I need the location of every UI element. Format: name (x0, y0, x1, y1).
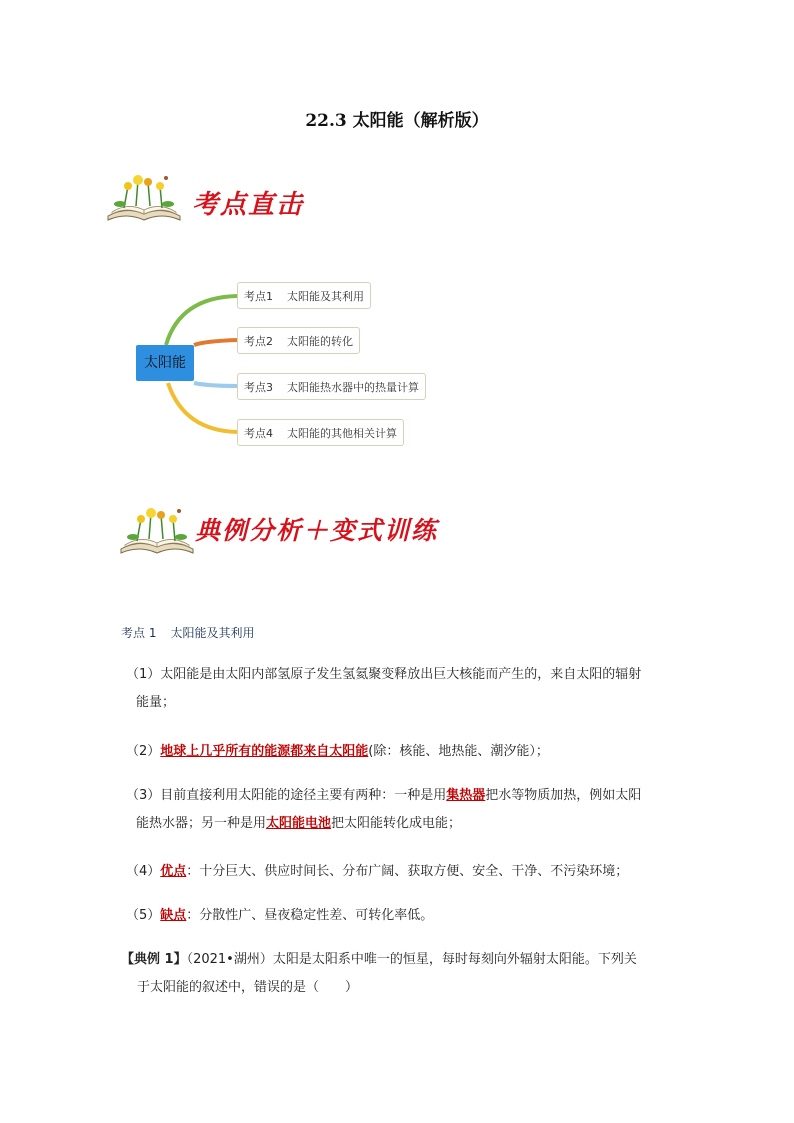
point-4-prefix: （4） (126, 864, 161, 879)
example-1 (121, 946, 691, 1002)
mindmap-node-3 (237, 373, 426, 400)
point-2-highlight: 地球上几乎所有的能源都来自太阳能 (160, 744, 369, 759)
mindmap-node-4 (237, 419, 404, 446)
mindmap-node-code: 考点3 (244, 381, 273, 394)
section-number: 考点 1 (121, 626, 157, 640)
open-book-flower-icon (117, 505, 197, 555)
example-text: 太阳是太阳系中唯一的恒星，每时每刻向外辐射太阳能。下列关 (272, 952, 637, 967)
point-3-highlight-2: 太阳能电池 (266, 816, 332, 831)
open-book-flower-icon (104, 172, 184, 222)
point-3-cont-suffix: 把太阳能转化成电能； (331, 816, 462, 831)
point-3-mid: 把水等物质加热，例如太阳 (485, 788, 642, 803)
mindmap-node-label: 太阳能的其他相关计算 (287, 427, 397, 440)
point-4-suffix: ：十分巨大、供应时间长、分布广阔、获取方便、安全、干净、不污染环境； (186, 864, 629, 879)
page-title: 22.3 太阳能（解析版） (305, 111, 489, 131)
point-5-prefix: （5） (126, 908, 161, 923)
point-2 (126, 738, 686, 766)
point-1-line-2: 能量； (136, 695, 176, 710)
point-5 (126, 902, 686, 930)
example-label: 【典例 1】 (121, 952, 187, 967)
mindmap-node-code: 考点1 (244, 290, 273, 303)
mindmap-node-label: 太阳能热水器中的热量计算 (287, 381, 419, 394)
banner-title-1: 考点直击 (192, 190, 305, 220)
point-1 (126, 661, 686, 717)
point-2-prefix: （2） (126, 744, 161, 759)
point-4-highlight: 优点 (160, 864, 187, 879)
point-1-line-1: （1）太阳能是由太阳内部氢原子发生氢氦聚变释放出巨大核能而产生的，来自太阳的辐射 (126, 667, 642, 682)
banner-title-2: 典例分析＋变式训练 (195, 516, 439, 545)
point-3 (126, 782, 686, 838)
example-text-cont: 于太阳能的叙述中，错误的是（ ） (137, 980, 359, 995)
point-4 (126, 858, 686, 886)
point-5-suffix: ：分散性广、昼夜稳定性差、可转化率低。 (186, 908, 434, 923)
mindmap-node-code: 考点4 (244, 427, 273, 440)
mindmap-node-code: 考点2 (244, 335, 273, 348)
section-heading (121, 624, 254, 641)
mindmap-root: 太阳能 (136, 345, 194, 381)
point-5-highlight: 缺点 (160, 908, 187, 923)
point-3-cont-prefix: 能热水器；另一种是用 (136, 816, 267, 831)
point-3-prefix: （3）目前直接利用太阳能的途径主要有两种：一种是用 (126, 788, 447, 803)
point-3-highlight-1: 集热器 (446, 788, 486, 803)
mindmap-node-2 (237, 327, 360, 354)
section-heading-text: 太阳能及其利用 (170, 626, 255, 640)
mindmap-node-label: 太阳能及其利用 (287, 290, 364, 303)
mindmap-node-label: 太阳能的转化 (287, 335, 353, 348)
point-2-suffix: (除：核能、地热能、潮汐能）； (368, 744, 549, 759)
example-source: （2021•湖州） (186, 952, 273, 967)
mindmap-node-1 (237, 282, 371, 309)
